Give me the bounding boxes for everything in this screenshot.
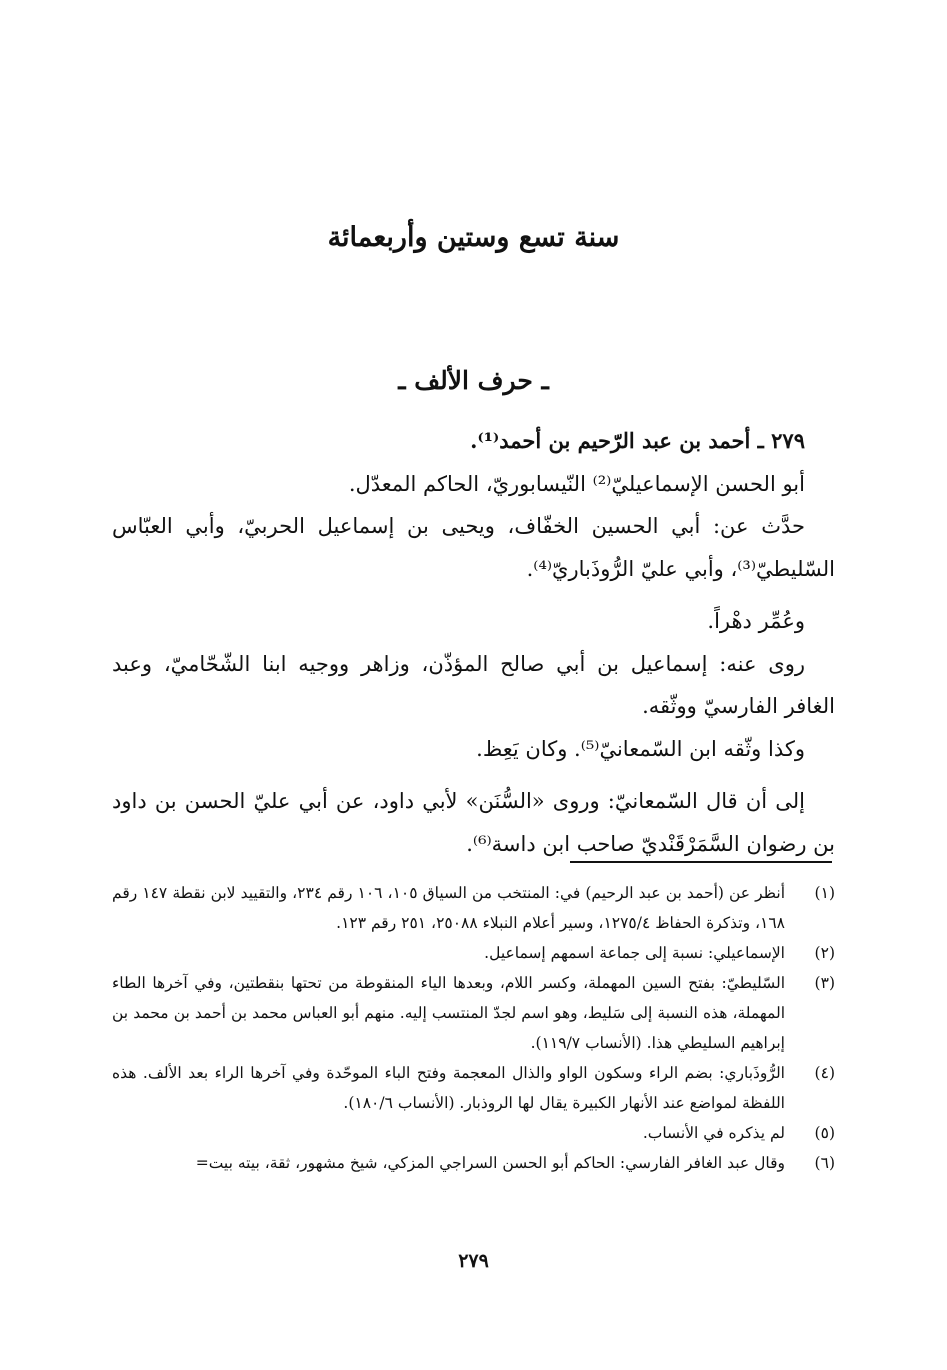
footnote-number: (٢): [814, 944, 835, 962]
footnote: [112, 968, 835, 1058]
footnote: [112, 1148, 835, 1178]
letter-heading: ـ حرف الألف ـ: [398, 366, 549, 395]
entry-paragraph: وعُمِّر دهْراً.: [707, 609, 805, 633]
footnote-text: لم يذكره في الأنساب.: [642, 1124, 785, 1142]
footnote-number: (١): [814, 884, 835, 902]
footnote-divider: [570, 861, 832, 863]
footnote-text: الإسماعيلي: نسبة إلى جماعة اسمهم إسماعيل.: [484, 944, 785, 962]
footnote-text: الرُّوذَباري: بضم الراء وسكون الواو والذال المعجمة وفتح الباء الموحّدة وفي آخرها الراء بعد الألف. هذه اللفظة لمواضع عند الأنهار الكبيرة يقال لها الروذبار. (الأنساب ١٨٠/٦).: [112, 1064, 785, 1112]
footnote-text: أنظر عن (أحمد بن عبد الرحيم) في: المنتخب من السياق ١٠٥، ١٠٦ رقم ٢٣٤، والتقييد لابن نقطة ١٤٧ رقم ١٦٨، وتذكرة الحفاظ ١٢٧٥/٤، وسير أعلام النبلاء ٢٥٠٨٨، ٢٥١ رقم ١٢٣.: [112, 884, 786, 932]
section-title: سنة تسع وستين وأربعمائة: [327, 222, 620, 253]
entry-heading: ٢٧٩ ـ أحمد بن عبد الرّحيم بن أحمد⁽¹⁾.: [470, 428, 805, 453]
footnote: [112, 1058, 835, 1118]
footnote-number: (٤): [814, 1064, 835, 1082]
footnote-number: (٦): [814, 1154, 835, 1172]
footnote-text: السّليطيّ: بفتح السين المهملة، وكسر اللام، وبعدها الياء المنقوطة من تحتها بنقطتين، وفي آخرها الطاء المهملة، هذه النسبة إلى سَليط، وهو اسم لجدّ المنتسب إليه. منهم أبو العباس محمد بن أحمد بن محمد بن إبراهيم السليطي هذا. (الأنساب ١١٩/٧).: [112, 974, 785, 1052]
entry-paragraph: وكذا وثّقه ابن السّمعانيّ⁽⁵⁾. وكان يَعِظ.: [476, 736, 805, 761]
footnote: [112, 938, 835, 968]
footnote: [112, 1118, 835, 1148]
footnote-number: (٥): [814, 1124, 835, 1142]
page-number: ٢٧٩: [458, 1250, 489, 1272]
entry-paragraph: أبو الحسن الإسماعيليّ⁽²⁾ النّيسابوريّ، الحاكم المعدّل.: [348, 471, 805, 496]
footnotes: [112, 878, 835, 1178]
footnote-number: (٣): [814, 974, 835, 992]
footnote-text: وقال عبد الغافر الفارسي: الحاكم أبو الحسن السراجي المزكي، شيخ مشهور، ثقة، بيته بيت=: [195, 1154, 785, 1172]
entry-body: [112, 420, 835, 865]
entry-paragraph: إلى أن قال السّمعانيّ: وروى «السُّنَن» لأبي داود، عن أبي عليّ الحسن بن داود بن رضوان السَّمَرْقَنْديّ صاحب ابن داسة⁽⁶⁾.: [112, 789, 835, 856]
footnote: [112, 878, 835, 938]
entry-paragraph: حدَّث عن: أبي الحسين الخفّاف، ويحيى بن إسماعيل الحربيّ، وأبي العبّاس السّليطيّ⁽³⁾، وأبي عليّ الرُّوذَباريّ⁽⁴⁾.: [112, 514, 835, 581]
entry-paragraph: روى عنه: إسماعيل بن أبي صالح المؤذّن، وزاهر ووجيه ابنا الشّحّاميّ، وعبد الغافر الفارسيّ ووثّقه.: [112, 651, 835, 718]
